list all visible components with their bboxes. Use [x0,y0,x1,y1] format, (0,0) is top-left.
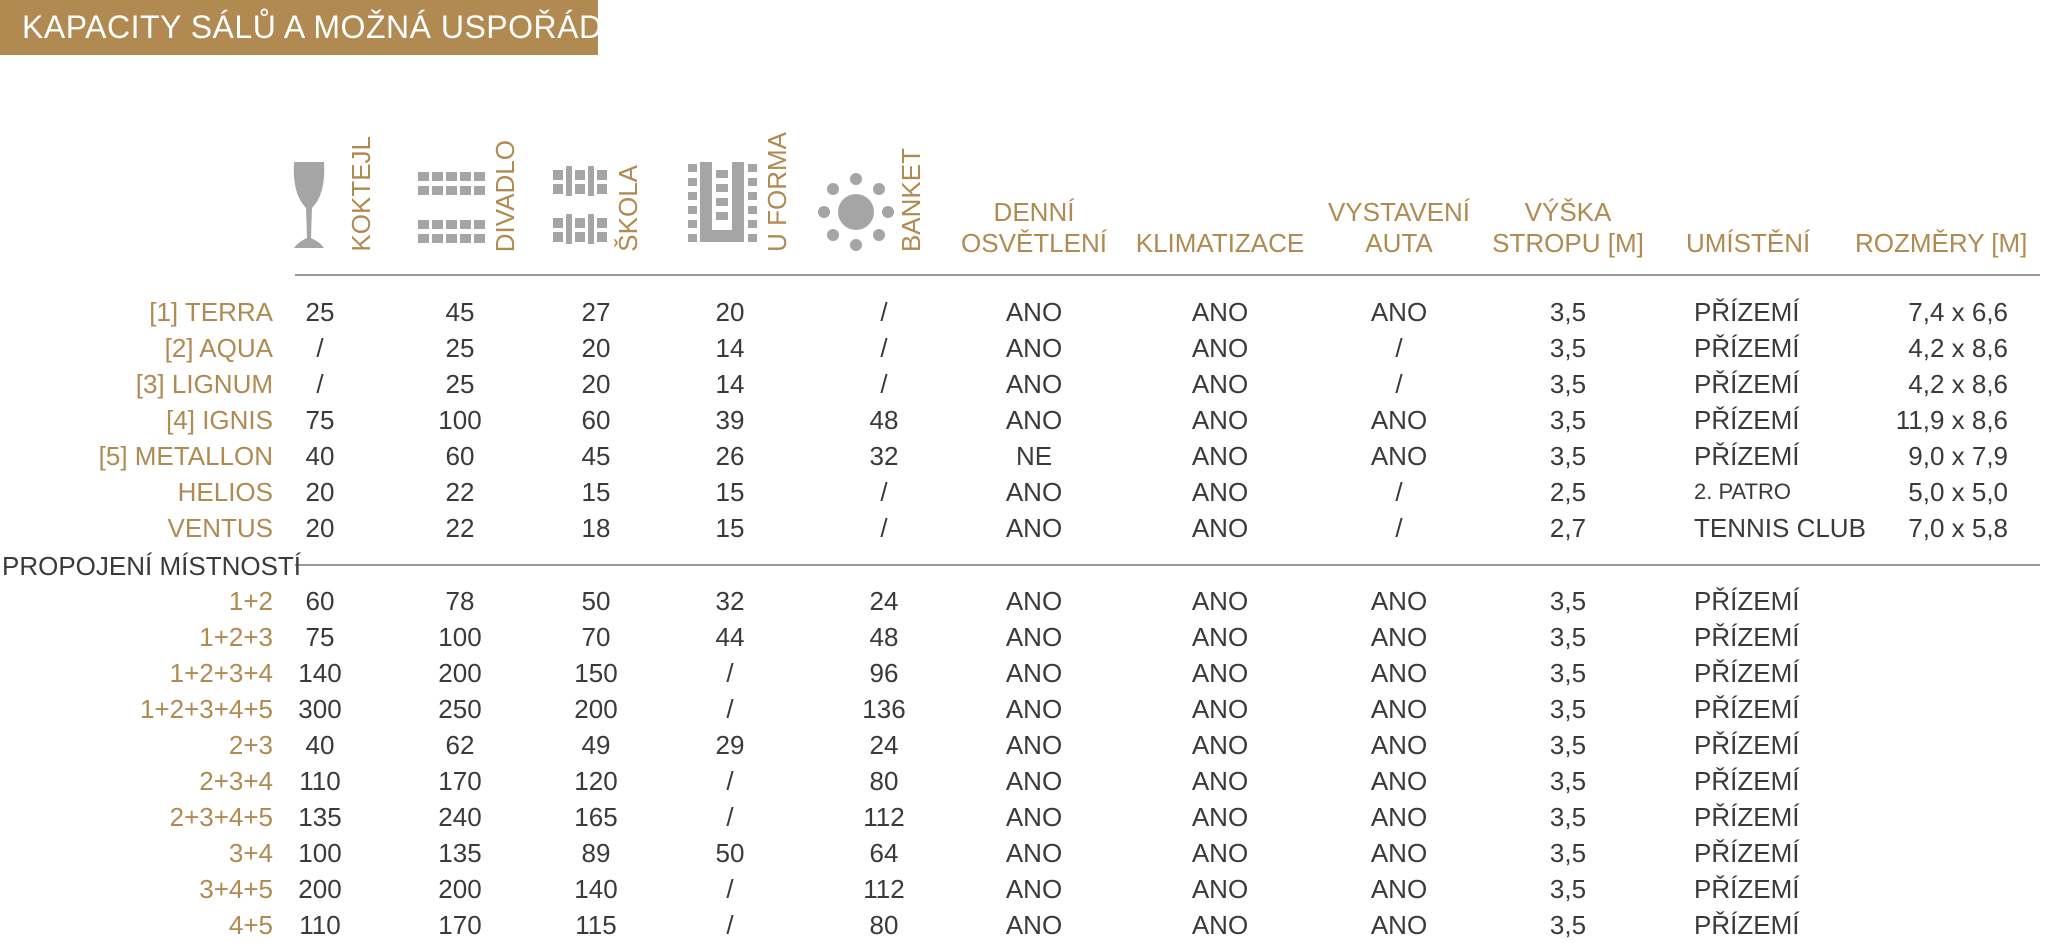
row-label: 4+5 [228,910,273,940]
uforma-cell: 15 [715,477,745,507]
uforma-cell: 14 [715,333,745,363]
skola-cell: 165 [574,802,618,832]
header-divadlo [418,140,528,258]
rozmery-cell: 9,0 x 7,9 [1908,441,2008,471]
umisteni-cell: PŘÍZEMÍ [1694,730,1800,760]
skola-cell: 15 [581,477,611,507]
header-denni-line1: DENNÍ [993,197,1075,227]
umisteni-cell: PŘÍZEMÍ [1694,694,1800,724]
divadlo-cell: 45 [445,297,475,327]
row-label: [3] LIGNUM [135,369,273,399]
header-banket-label: BANKET [896,147,926,252]
denni-cell: ANO [1005,333,1063,363]
skola-cell: 45 [581,441,611,471]
auta-cell: ANO [1370,766,1428,796]
denni-cell: ANO [1005,802,1063,832]
koktejl-cell: 40 [305,441,335,471]
room-row [0,474,2048,510]
banket-cell: / [880,333,888,363]
klima-cell: ANO [1191,297,1249,327]
header-koktejl [290,136,376,258]
header-banket [818,140,928,258]
klima-cell: ANO [1191,513,1249,543]
banket-cell: / [880,513,888,543]
auta-cell: ANO [1370,802,1428,832]
auta-cell: ANO [1370,910,1428,940]
header-skola-label: ŠKOLA [613,165,643,252]
divadlo-cell: 250 [438,694,482,724]
room-row [0,438,2048,474]
skola-cell: 120 [574,766,618,796]
auta-cell: ANO [1370,874,1428,904]
header-vyska-line2: STROPU [M] [1492,228,1644,258]
combo-row [0,655,2048,691]
umisteni-cell: PŘÍZEMÍ [1694,838,1800,868]
combo-row [0,583,2048,619]
koktejl-cell: 20 [305,477,335,507]
klima-cell: ANO [1191,333,1249,363]
koktejl-cell: 40 [305,730,335,760]
page-title: KAPACITY SÁLŮ A MOŽNÁ USPOŘÁDÁNÍ [0,0,598,55]
row-label: 1+2+3+4 [169,658,273,688]
uforma-cell: 39 [715,405,745,435]
rozmery-cell: 7,4 x 6,6 [1908,297,2008,327]
denni-cell: ANO [1005,297,1063,327]
skola-cell: 150 [574,658,618,688]
divadlo-cell: 22 [445,513,475,543]
klima-cell: ANO [1191,586,1249,616]
room-row [0,330,2048,366]
row-label: [2] AQUA [164,333,273,363]
banket-cell: 24 [869,586,899,616]
auta-cell: ANO [1370,694,1428,724]
koktejl-cell: 135 [298,802,342,832]
room-row [0,366,2048,402]
header-vystaveni-line1: VYSTAVENÍ [1327,197,1471,227]
banket-cell: 48 [869,405,899,435]
koktejl-cell: 110 [299,910,341,940]
klima-cell: ANO [1191,910,1249,940]
vyska-cell: 3,5 [1549,441,1587,471]
denni-cell: ANO [1005,694,1063,724]
header-denni-line2: OSVĚTLENÍ [961,228,1107,258]
klima-cell: ANO [1191,694,1249,724]
vyska-cell: 3,5 [1549,910,1587,940]
klima-cell: ANO [1191,802,1249,832]
banket-cell: 80 [869,766,899,796]
uforma-cell: 15 [715,513,745,543]
header-divadlo-label: DIVADLO [490,139,520,252]
auta-cell: ANO [1370,838,1428,868]
header-klimatizace: KLIMATIZACE [1135,228,1305,258]
denni-cell: ANO [1005,766,1063,796]
vyska-cell: 3,5 [1549,658,1587,688]
divadlo-cell: 100 [438,405,482,435]
divadlo-cell: 170 [438,766,482,796]
denni-cell: ANO [1005,658,1063,688]
vyska-cell: 3,5 [1549,405,1587,435]
combo-row [0,763,2048,799]
banket-cell: / [880,297,888,327]
divadlo-cell: 60 [445,441,475,471]
skola-cell: 140 [574,874,618,904]
umisteni-cell: PŘÍZEMÍ [1694,874,1800,904]
umisteni-cell: PŘÍZEMÍ [1694,766,1800,796]
koktejl-cell: 20 [305,513,335,543]
divadlo-cell: 25 [445,333,475,363]
header-denni-osvetleni [961,197,1107,259]
header-vystaveni-auta [1328,197,1470,259]
auta-cell: / [1395,477,1403,507]
combo-row [0,835,2048,871]
header-uforma-label: U FORMA [762,132,792,252]
vyska-cell: 3,5 [1549,622,1587,652]
klima-cell: ANO [1191,874,1249,904]
koktejl-cell: 75 [305,405,335,435]
koktejl-cell: 60 [305,586,335,616]
vyska-cell: 2,5 [1549,477,1587,507]
umisteni-cell: PŘÍZEMÍ [1694,441,1800,471]
skola-cell: 49 [581,730,611,760]
row-label: 2+3+4 [199,766,273,796]
combo-row [0,727,2048,763]
klima-cell: ANO [1191,730,1249,760]
vyska-cell: 3,5 [1549,586,1587,616]
denni-cell: ANO [1005,405,1063,435]
klima-cell: ANO [1191,838,1249,868]
row-label: 1+2+3+4+5 [139,694,273,724]
skola-cell: 20 [581,369,611,399]
room-row [0,510,2048,546]
banket-cell: 24 [869,730,899,760]
klima-cell: ANO [1191,441,1249,471]
header-vyska-stropu [1492,197,1644,259]
klima-cell: ANO [1191,405,1249,435]
uforma-cell: / [726,766,734,796]
umisteni-cell: PŘÍZEMÍ [1694,405,1800,435]
vyska-cell: 3,5 [1549,694,1587,724]
uforma-cell: 29 [715,730,745,760]
koktejl-cell: 200 [298,874,342,904]
header-umisteni: UMÍSTĚNÍ [1686,228,1811,258]
vyska-cell: 3,5 [1549,369,1587,399]
klima-cell: ANO [1191,622,1249,652]
skola-cell: 20 [581,333,611,363]
vyska-cell: 3,5 [1549,874,1587,904]
header-divider [295,274,2040,276]
skola-cell: 200 [574,694,618,724]
auta-cell: ANO [1370,586,1428,616]
denni-cell: ANO [1005,586,1063,616]
classroom-desks-icon [553,160,611,252]
umisteni-cell: TENNIS CLUB [1694,513,1866,543]
rozmery-cell: 7,0 x 5,8 [1908,513,2008,543]
divadlo-cell: 200 [438,658,482,688]
umisteni-cell: PŘÍZEMÍ [1694,658,1800,688]
wine-glass-icon [290,160,328,252]
banket-cell: 112 [863,802,905,832]
section-label-propojeni: PROPOJENÍ MÍSTNOSTÍ [2,551,302,581]
section-divider [295,564,2040,566]
koktejl-cell: / [316,369,324,399]
uforma-cell: 20 [715,297,745,327]
divadlo-cell: 100 [438,622,482,652]
room-row [0,402,2048,438]
divadlo-cell: 170 [438,910,482,940]
combo-row [0,619,2048,655]
koktejl-cell: 110 [299,766,341,796]
denni-cell: ANO [1005,622,1063,652]
denni-cell: ANO [1005,369,1063,399]
auta-cell: ANO [1370,622,1428,652]
auta-cell: ANO [1370,658,1428,688]
row-label: 3+4 [228,838,273,868]
rozmery-cell: 4,2 x 8,6 [1908,369,2008,399]
header-koktejl-label: KOKTEJL [346,136,376,252]
header-vyska-line1: VÝŠKA [1524,197,1612,227]
room-row [0,294,2048,330]
banket-cell: 96 [869,658,899,688]
skola-cell: 70 [581,622,611,652]
auta-cell: ANO [1370,441,1428,471]
row-label: HELIOS [177,477,273,507]
row-label: [4] IGNIS [166,405,273,435]
koktejl-cell: 25 [305,297,335,327]
umisteni-cell: 2. PATRO [1694,479,1791,504]
rozmery-cell: 4,2 x 8,6 [1908,333,2008,363]
koktejl-cell: 140 [298,658,342,688]
uforma-cell: 44 [715,622,745,652]
uforma-cell: / [726,802,734,832]
row-label: 1+2+3 [199,622,273,652]
koktejl-cell: 75 [305,622,335,652]
combo-row [0,691,2048,727]
divadlo-cell: 25 [445,369,475,399]
koktejl-cell: 300 [298,694,342,724]
auta-cell: / [1395,369,1403,399]
rozmery-cell: 11,9 x 8,6 [1895,405,2008,435]
header-rozmery: ROZMĚRY [M] [1855,228,2028,258]
divadlo-cell: 62 [445,730,475,760]
uforma-cell: / [726,658,734,688]
rozmery-cell: 5,0 x 5,0 [1908,477,2008,507]
denni-cell: ANO [1005,838,1063,868]
combo-row [0,799,2048,835]
row-label: 2+3 [228,730,273,760]
koktejl-cell: / [316,333,324,363]
skola-cell: 18 [581,513,611,543]
denni-cell: ANO [1005,910,1063,940]
header-skola [553,140,653,258]
row-label: 1+2 [228,586,273,616]
umisteni-cell: PŘÍZEMÍ [1694,333,1800,363]
uforma-cell: 32 [715,586,745,616]
divadlo-cell: 240 [438,802,482,832]
denni-cell: ANO [1005,513,1063,543]
denni-cell: ANO [1005,874,1063,904]
skola-cell: 115 [575,910,617,940]
umisteni-cell: PŘÍZEMÍ [1694,622,1800,652]
klima-cell: ANO [1191,477,1249,507]
u-shape-table-icon [688,160,760,252]
auta-cell: ANO [1370,730,1428,760]
umisteni-cell: PŘÍZEMÍ [1694,369,1800,399]
klima-cell: ANO [1191,766,1249,796]
row-label: [5] METALLON [98,441,273,471]
theater-seating-icon [418,160,488,252]
vyska-cell: 3,5 [1549,802,1587,832]
vyska-cell: 2,7 [1549,513,1587,543]
row-label: [1] TERRA [149,297,273,327]
divadlo-cell: 78 [445,586,475,616]
skola-cell: 60 [581,405,611,435]
banket-cell: 136 [862,694,906,724]
skola-cell: 89 [581,838,611,868]
banket-cell: / [880,369,888,399]
umisteni-cell: PŘÍZEMÍ [1694,297,1800,327]
vyska-cell: 3,5 [1549,297,1587,327]
banket-cell: 32 [869,441,899,471]
denni-cell: ANO [1005,477,1063,507]
divadlo-cell: 22 [445,477,475,507]
banket-cell: 48 [869,622,899,652]
banket-cell: 64 [869,838,899,868]
banket-cell: 112 [863,874,905,904]
divadlo-cell: 200 [438,874,482,904]
denni-cell: ANO [1005,730,1063,760]
auta-cell: ANO [1370,297,1428,327]
uforma-cell: 26 [715,441,745,471]
koktejl-cell: 100 [298,838,342,868]
header-uforma [688,132,798,258]
uforma-cell: / [726,694,734,724]
umisteni-cell: PŘÍZEMÍ [1694,586,1800,616]
row-label: 2+3+4+5 [169,802,273,832]
skola-cell: 50 [581,586,611,616]
auta-cell: / [1395,513,1403,543]
header-vystaveni-line2: AUTA [1365,228,1433,258]
banket-cell: 80 [869,910,899,940]
vyska-cell: 3,5 [1549,838,1587,868]
vyska-cell: 3,5 [1549,333,1587,363]
uforma-cell: / [726,910,734,940]
combo-row [0,871,2048,907]
combo-row [0,907,2048,943]
row-label: 3+4+5 [199,874,273,904]
vyska-cell: 3,5 [1549,766,1587,796]
auta-cell: ANO [1370,405,1428,435]
row-label: VENTUS [167,513,273,543]
banket-cell: / [880,477,888,507]
round-table-icon [818,172,894,252]
skola-cell: 27 [581,297,611,327]
divadlo-cell: 135 [438,838,482,868]
klima-cell: ANO [1191,658,1249,688]
uforma-cell: / [726,874,734,904]
vyska-cell: 3,5 [1549,730,1587,760]
klima-cell: ANO [1191,369,1249,399]
umisteni-cell: PŘÍZEMÍ [1694,910,1800,940]
denni-cell: NE [1015,441,1053,471]
auta-cell: / [1395,333,1403,363]
umisteni-cell: PŘÍZEMÍ [1694,802,1800,832]
uforma-cell: 14 [715,369,745,399]
uforma-cell: 50 [715,838,745,868]
